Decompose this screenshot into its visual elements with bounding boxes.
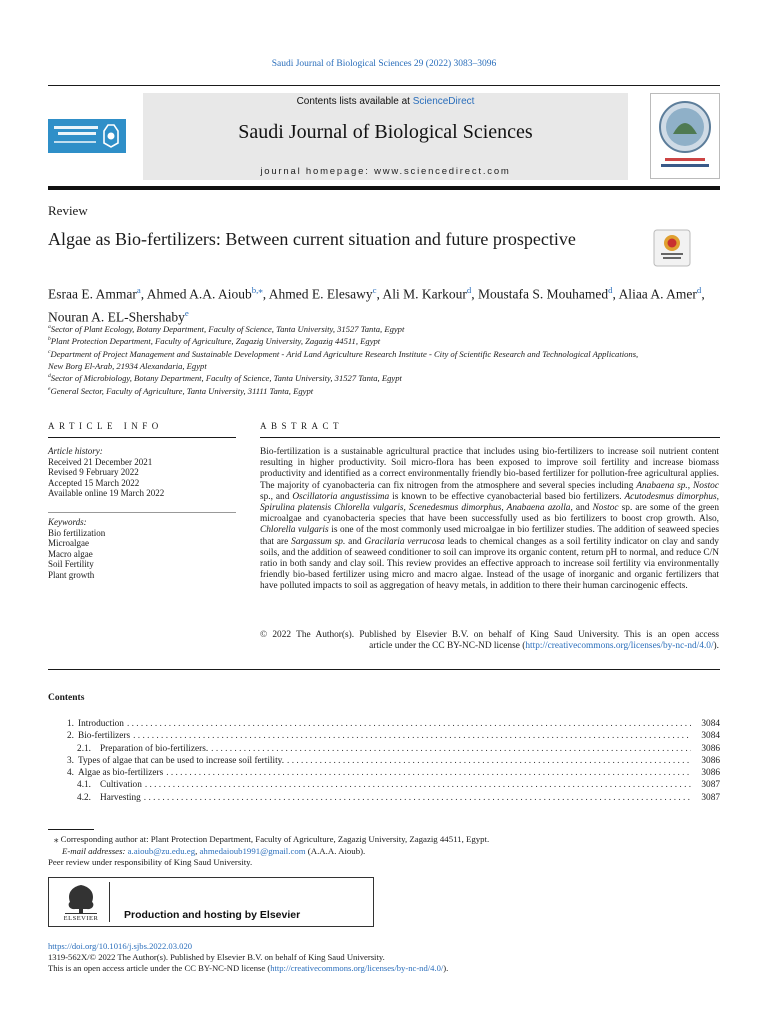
toc-entry[interactable]	[48, 792, 720, 804]
toc-entry[interactable]	[48, 743, 720, 755]
affiliation-text: Department of Project Management and Sustainable Development - Arid Land Agriculture Research Institute - City of Scientific Research and Technological Applications,	[50, 348, 639, 359]
author-affiliation-marker[interactable]: d	[466, 285, 472, 295]
toc-leader-dots	[287, 755, 691, 767]
check-for-updates-badge[interactable]	[653, 229, 717, 267]
keywords-label: Keywords:	[48, 517, 87, 527]
toc-label: Introduction	[78, 719, 124, 729]
elsevier-divider	[109, 882, 110, 922]
affiliation-item	[48, 347, 728, 359]
author-affiliation-marker[interactable]: d	[696, 285, 702, 295]
affiliation-text: Sector of Plant Ecology, Botany Department, Faculty of Science, Tanta University, 31527 Tanta, Egypt	[50, 323, 405, 334]
journal-citation[interactable]: Saudi Journal of Biological Sciences 29 (2022) 3083–3096	[271, 59, 497, 69]
author-affiliation-marker[interactable]: b,⁎	[251, 285, 263, 295]
affiliation-item	[48, 371, 728, 383]
affiliation-text: New Borg El-Arab, 21934 Alexandaria, Egypt	[48, 360, 207, 371]
toc-leader-dots	[133, 730, 691, 742]
toc-entry[interactable]	[48, 730, 720, 742]
email-link[interactable]: a.aioub@zu.edu.eg	[127, 845, 196, 856]
abstract-segment: is one of the most commonly used microalgae in bio fertilizer studies. The addition of seaweed species that are	[260, 525, 720, 547]
abstract-segment: sp., and	[260, 491, 293, 502]
affiliation-item	[48, 334, 728, 346]
author-list: Esraa E. Ammar$^a$, Ahmed A.A. Aioub$^{b,⁎}$, Ahmed E. Elesawy$^c$, Ali M. Karkour$^d$, Moustafa S. Mouhamed$^d$, Aliaa A. Amer$^d$, Nouran A. EL-Shershaby$^e$	[48, 285, 705, 324]
abstract-species-name: Nostoc	[592, 503, 619, 514]
abstract-heading: ABSTRACT	[260, 421, 344, 431]
contents-prefix: Contents lists available at	[296, 96, 413, 107]
homepage-prefix: journal homepage:	[260, 166, 375, 177]
toc-label: Bio-fertilizers	[78, 731, 131, 742]
toc-leader-dots	[144, 792, 691, 804]
affiliation-text: General Sector, Faculty of Agriculture, Tanta University, 31111 Tanta, Egypt	[50, 385, 314, 396]
oa-license-link[interactable]: http://creativecommons.org/licenses/by-nc-nd/4.0/	[270, 963, 444, 974]
revised-date: Revised 9 February 2022	[48, 467, 139, 478]
toc-label: Cultivation	[100, 780, 142, 791]
author-name: Nouran A. EL-Shershaby	[48, 309, 185, 324]
footnotes	[48, 834, 728, 869]
contents-top-rule	[48, 669, 720, 670]
author-affiliation-marker[interactable]: e	[184, 307, 189, 318]
abstract-segment: sp. are some of the green microalgae and cyanobacteria species that have been successfully used as bio fertilizers to boost crop growth. Also,	[260, 503, 719, 525]
article-info-heading: ARTICLE INFO	[48, 421, 163, 431]
toc-page-number: 3086	[701, 743, 720, 754]
author-affiliation-marker[interactable]: c	[372, 285, 377, 295]
homepage-link[interactable]: www.sciencedirect.com	[374, 166, 511, 177]
email-separator: ,	[195, 845, 200, 856]
toc-page-number: 3084	[701, 731, 720, 742]
author-name: Ahmed E. Elesawy	[268, 286, 373, 302]
abstract-species-name: Anabaena sp., Nostoc	[636, 480, 719, 491]
copyright-license-line	[260, 641, 719, 652]
affiliation-marker: d	[48, 373, 51, 380]
header-top-rule	[48, 85, 720, 86]
abstract-segment: and	[572, 503, 593, 514]
keyword-item: Plant growth	[48, 569, 95, 580]
elsevier-logo	[61, 882, 101, 922]
abstract-segment: Bio-fertilization is a sustainable agricultural practice that includes using bio-fertilizers to increase soil nutrient content resulting in higher productivity. Soil micro-flora has been exposed to improve soil fertility and increase biomass productivity and identified as a correct environmentally friendly bio-based fertilizer for pollution-free agricultural applies. The majority of cyanobacteria can fix nitrogen from the atmosphere and several species including	[260, 447, 719, 491]
toc-page-number: 3086	[701, 755, 720, 766]
license-suffix: ).	[713, 641, 719, 652]
article-info-rule	[48, 437, 236, 438]
contents-heading: Contents	[48, 693, 85, 703]
affiliation-text: Plant Protection Department, Faculty of Agriculture, Zagazig University, Zagazig 44511, Egypt	[50, 336, 381, 347]
journal-banner	[143, 93, 628, 180]
author-affiliation-marker[interactable]: d	[608, 285, 613, 295]
toc-entry[interactable]	[48, 767, 720, 779]
issn-line: 1319-562X/© 2022 The Author(s). Published by Elsevier B.V. on behalf of King Saud University.	[48, 952, 385, 963]
author-name: Moustafa S. Mouhamed	[478, 286, 609, 302]
header-bottom-rule	[48, 186, 720, 190]
keywords-block	[48, 517, 248, 581]
toc-leader-dots	[145, 779, 691, 791]
peer-review-note: Peer review under responsibility of King Saud University.	[48, 857, 253, 867]
toc-number: 3.	[67, 755, 74, 766]
affiliation-item	[48, 384, 728, 396]
toc-label: Preparation of bio-fertilizers.	[100, 743, 209, 754]
corresponding-author-note: ⁎ Corresponding author at: Plant Protection Department, Faculty of Agriculture, Zagazig University, Zagazig 44511, Egypt.	[54, 834, 490, 844]
keyword-item: Macro algae	[48, 548, 93, 559]
abstract-species-name: Sargassum sp.	[291, 536, 346, 547]
author-name: Aliaa A. Amer	[618, 286, 697, 302]
table-of-contents	[48, 718, 720, 804]
toc-number: 2.1.	[77, 743, 91, 754]
copyright-line: © 2022 The Author(s). Published by Elsevier B.V. on behalf of King Saud University. This is an open access	[260, 630, 719, 640]
affiliation-marker: a	[48, 324, 51, 330]
license-prefix: article under the CC BY-NC-ND license (	[369, 641, 526, 652]
journal-name: Saudi Journal of Biological Sciences	[238, 121, 533, 143]
author-name: Esraa E. Ammar	[48, 286, 137, 302]
sciencedirect-link[interactable]: ScienceDirect	[412, 96, 475, 107]
affiliation-marker: e	[48, 385, 51, 392]
affiliation-item	[48, 322, 728, 334]
toc-label: Types of algae that can be used to increase soil fertility.	[78, 755, 285, 766]
toc-label: Harvesting	[100, 792, 141, 803]
elsevier-wordmark: ELSEVIER	[63, 915, 99, 922]
article-type: Review	[48, 203, 88, 218]
toc-number: 4.1.	[77, 780, 91, 791]
keyword-item: Microalgae	[48, 538, 89, 549]
abstract-species-name: Chlorella vulgaris	[260, 525, 329, 536]
toc-page-number: 3087	[701, 792, 720, 803]
toc-page-number: 3087	[701, 780, 720, 791]
license-link[interactable]: http://creativecommons.org/licenses/by-nc-nd/4.0/	[525, 641, 714, 652]
abstract-rule	[260, 437, 720, 438]
keyword-item: Bio fertilization	[48, 527, 106, 538]
abstract-segment: and	[345, 536, 365, 547]
toc-page-number: 3084	[701, 719, 720, 729]
toc-entry[interactable]	[48, 718, 720, 730]
toc-entry[interactable]	[48, 779, 720, 791]
article-history	[48, 446, 248, 499]
toc-label: Algae as bio-fertilizers	[78, 768, 164, 779]
oa-prefix: This is an open access article under the CC BY-NC-ND license (	[48, 963, 271, 974]
history-label: Article history:	[48, 446, 103, 456]
oa-suffix: ).	[443, 963, 449, 974]
keyword-item: Soil Fertility	[48, 559, 94, 570]
abstract-species-name: Oscillatoria angustissima	[292, 491, 390, 502]
affiliation-text: Sector of Microbiology, Botany Department, Faculty of Science, Tanta University, 31527 Tanta, Egypt	[50, 373, 402, 384]
footnote-rule	[48, 829, 94, 830]
author-name: Ali M. Karkour	[382, 286, 467, 302]
author-name: Ahmed A.A. Aioub	[146, 286, 252, 302]
toc-entry[interactable]	[48, 755, 720, 767]
toc-page-number: 3086	[701, 768, 720, 779]
elsevier-hosting-text: Production and hosting by Elsevier	[124, 909, 301, 921]
accepted-date: Accepted 15 March 2022	[48, 477, 140, 488]
toc-leader-dots	[211, 743, 691, 755]
bottom-matter	[48, 941, 728, 975]
email-label: E-mail addresses:	[62, 845, 128, 856]
journal-homepage	[143, 166, 628, 177]
email-line	[48, 846, 728, 858]
open-access-line	[48, 963, 728, 974]
toc-number: 4.	[67, 768, 74, 779]
affiliation-list	[48, 322, 728, 396]
toc-number: 1.	[67, 719, 74, 729]
affiliation-marker: c	[48, 348, 51, 355]
keywords-rule	[48, 512, 236, 513]
contents-available-line	[143, 96, 628, 107]
email-link[interactable]: ahmedaioub1991@gmail.com	[199, 845, 306, 856]
received-date: Received 21 December 2021	[48, 456, 153, 467]
affiliation-item	[48, 359, 728, 371]
toc-leader-dots	[166, 767, 691, 779]
publisher-logo	[48, 119, 126, 153]
article-title: Algae as Bio-fertilizers: Between current situation and future prospective	[48, 229, 576, 249]
abstract-text	[260, 447, 719, 593]
author-affiliation-marker[interactable]: a	[136, 285, 141, 295]
doi-link[interactable]: https://doi.org/10.1016/j.sjbs.2022.03.020	[48, 941, 193, 951]
elsevier-hosting-box	[48, 877, 374, 927]
toc-leader-dots	[127, 718, 691, 730]
abstract-copyright	[260, 630, 719, 652]
abstract-segment: leads to chemical changes as a soil fertility indicator on clay and sandy soils, and the addition of seaweed conditioner to soil can improve its organic content, return pH to normal, and reduce C/N ratio in both sandy and clay soil. This review provides an effective approach to increase soil fertility via environmentally friendly bio-based fertilizer using micro and macro algae. Instead of the usage of inorganic and organic fertilizers that have polluted impacts to soil as aggregation of heavy metals, in addition to there their human carcinogenic effects.	[260, 536, 719, 592]
email-suffix: (A.A.A. Aioub).	[305, 845, 366, 856]
online-date: Available online 19 March 2022	[48, 488, 165, 499]
toc-number: 4.2.	[77, 792, 91, 803]
affiliation-marker: b	[48, 336, 51, 343]
toc-number: 2.	[67, 731, 74, 742]
abstract-species-name: Acutodesmus dimorphus, Spirulina platensis Chlorella vulgaris, Scenedesmus dimorphus, Anabaena azolla,	[260, 491, 720, 514]
society-logo	[650, 93, 720, 179]
abstract-segment: is known to be effective cyanobacterial based bio fertilizers.	[389, 491, 625, 502]
abstract-species-name: Gracilaria verrucosa	[364, 536, 445, 547]
